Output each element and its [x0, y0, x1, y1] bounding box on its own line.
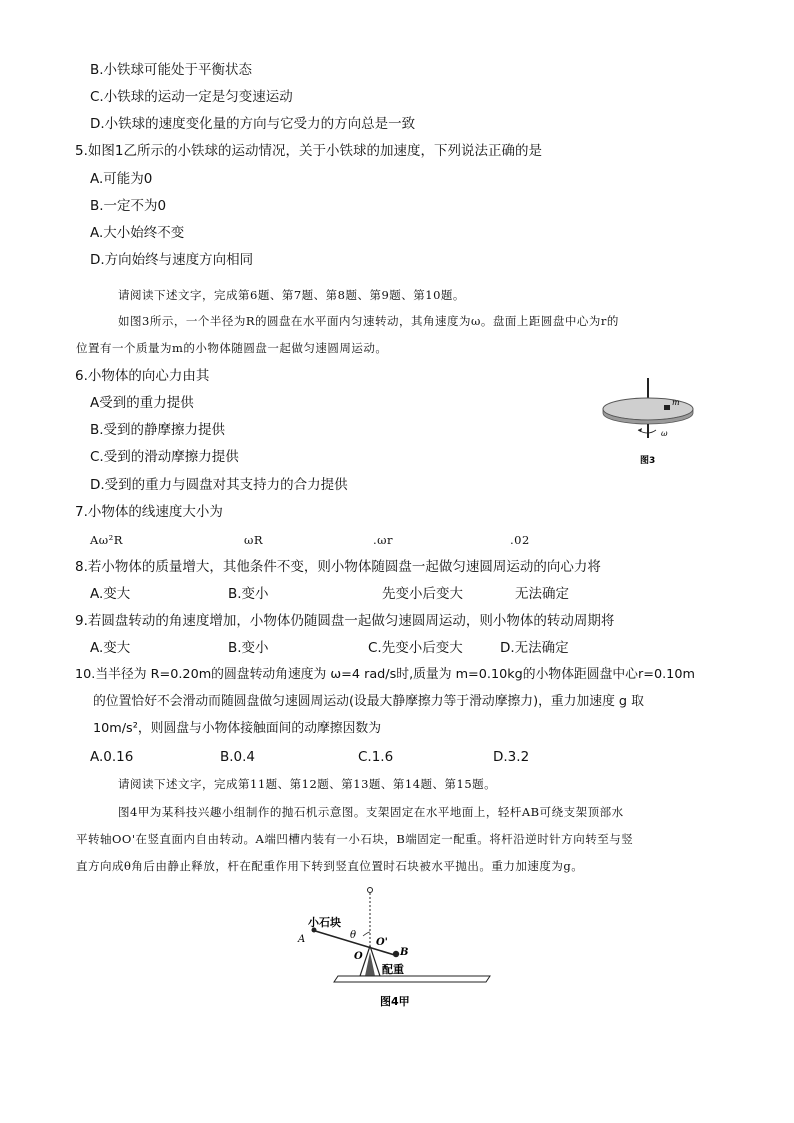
- q10-option-d: D.3.2: [493, 749, 530, 765]
- q9-option-d: D.无法确定: [500, 640, 569, 656]
- q7-option-d: .02: [510, 533, 530, 547]
- q4-option-c: C.小铁球的运动一定是匀变速运动: [90, 89, 293, 105]
- q5-option-d: D.方向始终与速度方向相同: [90, 252, 254, 268]
- pivot-top-marker: [368, 888, 373, 893]
- q8-option-a: A.变大: [90, 586, 131, 602]
- q6-option-b: B.受到的静摩擦力提供: [90, 422, 226, 438]
- q7-option-b: ωR: [244, 533, 264, 547]
- passage1-line1: 如图3所示，一个半径为R的圆盘在水平面内匀速转动，其角速度为ω。盘面上距圆盘中心为r的: [118, 314, 619, 328]
- figure-4-catapult: [290, 884, 500, 1012]
- q7-stem: 7.小物体的线速度大小为: [75, 504, 223, 520]
- q6-stem: 6.小物体的向心力由其: [75, 368, 210, 384]
- point-a-label: A: [298, 934, 306, 945]
- passage2-line1: 图4甲为某科技兴趣小组制作的抛石机示意图。支架固定在水平地面上，轻杆AB可绕支架顶部水: [118, 805, 624, 819]
- passage2-line3: 直方向成θ角后由静止释放，杆在配重作用下转到竖直位置时石块被水平抛出。重力加速度为g。: [76, 859, 584, 873]
- stone-label: 小石块: [308, 916, 341, 929]
- theta-label: θ: [350, 930, 357, 941]
- passage2-line2: 平转轴OO'在竖直面内自由转动。A端凹槽内装有一小石块，B端固定一配重。将杆沿逆时针方向转至与竖: [76, 832, 634, 846]
- q7-option-a: Aω²R: [90, 533, 123, 547]
- q10-option-b: B.0.4: [220, 749, 256, 765]
- q4-option-d: D.小铁球的速度变化量的方向与它受力的方向总是一致: [90, 116, 416, 132]
- ground-plate: [334, 976, 490, 982]
- passage1-intro: 请阅读下述文字，完成第6题、第7题、第8题、第9题、第10题。: [118, 288, 465, 302]
- passage2-intro: 请阅读下述文字，完成第11题、第12题、第13题、第14题、第15题。: [118, 777, 497, 791]
- q5-option-a: A.可能为0: [90, 171, 153, 187]
- q9-stem: 9.若圆盘转动的角速度增加，小物体仍随圆盘一起做匀速圆周运动，则小物体的转动周期将: [75, 613, 615, 629]
- q10-line1: 10.当半径为 R=0.20m的圆盘转动角速度为 ω=4 rad/s时,质量为 m=0.10kg的小物体距圆盘中心r=0.10m: [75, 667, 695, 682]
- q8-option-d: 无法确定: [515, 586, 569, 602]
- q4-option-b: B.小铁球可能处于平衡状态: [90, 62, 253, 78]
- q6-option-a: A受到的重力提供: [90, 395, 194, 411]
- q10-option-c: C.1.6: [358, 749, 394, 765]
- q9-option-a: A.变大: [90, 640, 131, 656]
- figure-3-caption: 图3: [640, 456, 656, 466]
- point-o-prime-label: O': [376, 937, 388, 948]
- theta-arc: [363, 932, 370, 936]
- q5-option-b: B.一定不为0: [90, 198, 167, 214]
- q8-option-c: 先变小后变大: [382, 586, 463, 602]
- q8-stem: 8.若小物体的质量增大，其他条件不变，则小物体随圆盘一起做匀速圆周运动的向心力将: [75, 559, 601, 575]
- q10-line3: 10m/s²，则圆盘与小物体接触面间的动摩擦因数为: [93, 721, 381, 736]
- passage1-line2: 位置有一个质量为m的小物体随圆盘一起做匀速圆周运动。: [76, 341, 388, 355]
- counterweight-label: 配重: [382, 963, 404, 976]
- figure-3-disk: [598, 372, 708, 472]
- omega-label: ω: [661, 429, 668, 438]
- q9-option-b: B.变小: [228, 640, 269, 656]
- point-b-label: B: [400, 947, 409, 958]
- q7-option-c: .ωr: [373, 533, 394, 547]
- q6-option-d: D.受到的重力与圆盘对其支持力的合力提供: [90, 477, 348, 493]
- point-o-label: O: [354, 951, 363, 962]
- q8-option-b: B.变小: [228, 586, 269, 602]
- small-object: [664, 405, 670, 410]
- q6-option-c: C.受到的滑动摩擦力提供: [90, 449, 239, 465]
- mass-label: m: [672, 398, 680, 407]
- counterweight: [393, 951, 399, 957]
- q10-option-a: A.0.16: [90, 749, 134, 765]
- q9-option-c: C.先变小后变大: [368, 640, 463, 656]
- q10-line2: 的位置恰好不会滑动而随圆盘做匀速圆周运动(设最大静摩擦力等于滑动摩擦力)，重力加速度 g 取: [93, 694, 644, 709]
- q5-stem: 5.如图1乙所示的小铁球的运动情况，关于小铁球的加速度，下列说法正确的是: [75, 143, 542, 159]
- q5-option-c: A.大小始终不变: [90, 225, 185, 241]
- figure-4-caption: 图4甲: [380, 995, 410, 1008]
